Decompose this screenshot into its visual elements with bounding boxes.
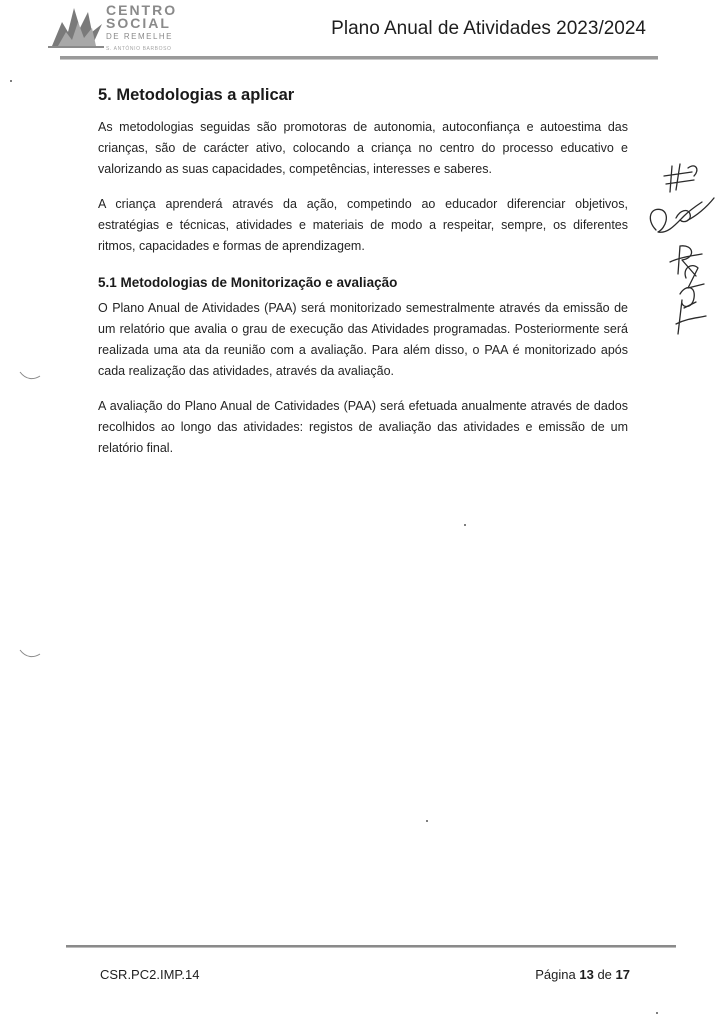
subsection-heading: 5.1 Metodologias de Monitorização e avaliação [98,275,398,290]
scan-speck [426,820,428,822]
page-content [98,86,628,473]
logo-emblem-icon [48,2,106,50]
logo [48,2,188,50]
logo-text [106,4,177,56]
scan-speck [464,524,466,526]
document-title: Plano Anual de Atividades 2023/2024 [331,18,646,39]
header-divider [60,56,658,60]
footer-divider [66,945,676,948]
logo-line-social: SOCIAL [106,15,171,31]
document-code: CSR.PC2.IMP.14 [100,967,200,982]
section-paragraph-1: As metodologias seguidas são promotoras de autonomia, autoconfiança e autoestima das crianças, são de carácter ativo, colocando a criança no centro do processo educativo e valorizando as suas capacidades, competências, interesses e saberes. [98,120,628,176]
logo-line-tagline: S. ANTÓNIO BARBOSO [106,46,172,52]
subsection-paragraph-2: A avaliação do Plano Anual de Catividades (PAA) será efetuada anualmente através de dados recolhidos ao longo das atividades: registos de avaliação das atividades e emissão de um relatório final. [98,399,628,455]
page-number [535,967,630,982]
page-current: 13 [579,967,594,982]
page-total: 17 [615,967,630,982]
section-heading: 5. Metodologias a aplicar [98,86,295,104]
page-label: Página [535,967,576,982]
signature-initials-icon [636,158,718,368]
punch-hole-mark-icon [18,648,42,660]
page-of-label: de [597,967,612,982]
scan-speck [10,80,12,82]
logo-line-remelhe: DE REMELHE [106,32,174,41]
scan-speck [656,1012,658,1014]
logo-line-centro: CENTRO [106,2,178,18]
punch-hole-mark-icon [18,370,42,382]
subsection-paragraph-1: O Plano Anual de Atividades (PAA) será monitorizado semestralmente através da emissão de um relatório que avalia o grau de execução das Atividades programadas. Posteriormente será realizada uma ata da reunião com a avaliação. Para além disso, o PAA é monitorizado após cada realização das atividades, através da avaliação. [98,301,628,378]
section-paragraph-2: A criança aprenderá através da ação, competindo ao educador diferenciar objetivos, estratégias e técnicas, atividades e materiais de modo a respeitar, sempre, os diferentes ritmos, capacidades e formas de aprendizagem. [98,197,628,253]
